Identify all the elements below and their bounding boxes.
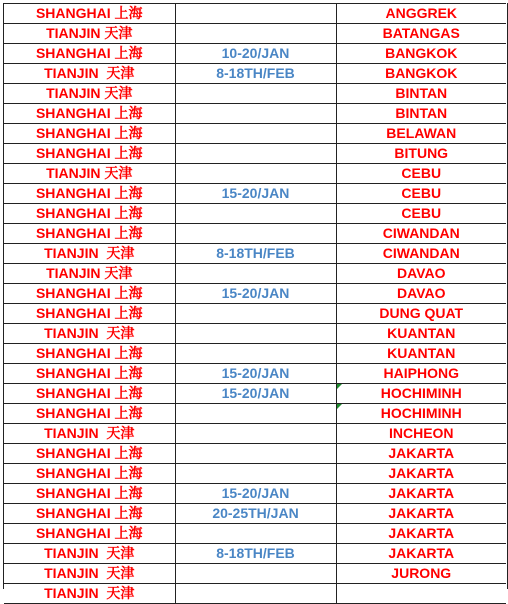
destination-cell[interactable] [336, 224, 506, 244]
destination-label: JAKARTA [388, 485, 455, 501]
destination-label: JAKARTA [388, 545, 455, 561]
destination-label: CEBU [401, 205, 442, 221]
destination-cell[interactable] [336, 124, 506, 144]
destination-cell[interactable] [336, 464, 506, 484]
origin-cell[interactable]: SHANGHAI 上海 [4, 4, 175, 24]
destination-label: BITUNG [394, 145, 449, 161]
origin-cell[interactable]: SHANGHAI 上海 [4, 364, 175, 384]
date-cell[interactable] [175, 584, 336, 604]
destination-cell[interactable] [336, 264, 506, 284]
origin-cell[interactable]: TIANJIN 天津 [4, 24, 175, 44]
destination-label: BANGKOK [385, 45, 458, 61]
destination-cell[interactable] [336, 104, 506, 124]
date-cell[interactable]: 8-18TH/FEB [175, 244, 336, 264]
origin-cell[interactable]: SHANGHAI 上海 [4, 104, 175, 124]
destination-cell[interactable] [336, 344, 506, 364]
date-cell[interactable] [175, 524, 336, 544]
destination-cell[interactable] [336, 44, 506, 64]
table-row [4, 464, 506, 484]
date-cell[interactable] [175, 144, 336, 164]
destination-cell[interactable] [336, 64, 506, 84]
destination-label: HOCHIMINH [380, 385, 462, 401]
origin-cell[interactable]: SHANGHAI 上海 [4, 404, 175, 424]
origin-cell[interactable]: SHANGHAI 上海 [4, 284, 175, 304]
destination-label: HOCHIMINH [380, 405, 462, 421]
date-cell[interactable] [175, 164, 336, 184]
date-cell[interactable]: 15-20/JAN [175, 384, 336, 404]
destination-cell[interactable] [336, 404, 506, 424]
table-row [4, 284, 506, 304]
table-row [4, 384, 506, 404]
date-cell[interactable] [175, 84, 336, 104]
destination-label: DAVAO [397, 265, 446, 281]
destination-cell[interactable] [336, 384, 506, 404]
destination-cell[interactable] [336, 484, 506, 504]
date-cell[interactable] [175, 404, 336, 424]
date-cell[interactable]: 15-20/JAN [175, 484, 336, 504]
destination-cell[interactable] [336, 544, 506, 564]
origin-cell[interactable]: SHANGHAI 上海 [4, 444, 175, 464]
origin-cell[interactable]: SHANGHAI 上海 [4, 44, 175, 64]
destination-cell[interactable] [336, 164, 506, 184]
origin-cell[interactable]: TIANJIN 天津 [4, 244, 175, 264]
table-row [4, 64, 506, 84]
table-row [4, 164, 506, 184]
date-cell[interactable] [175, 444, 336, 464]
destination-label: JAKARTA [388, 505, 455, 521]
date-cell[interactable]: 10-20/JAN [175, 44, 336, 64]
table-row [4, 364, 506, 384]
table-row [4, 4, 506, 24]
date-cell[interactable] [175, 4, 336, 24]
destination-label: BELAWAN [386, 125, 457, 141]
table-row [4, 184, 506, 204]
spreadsheet-grid [3, 3, 508, 601]
destination-label: CEBU [401, 165, 442, 181]
table-row [4, 104, 506, 124]
destination-cell[interactable] [336, 364, 506, 384]
destination-cell[interactable] [336, 24, 506, 44]
date-cell[interactable] [175, 104, 336, 124]
destination-label: DAVAO [397, 285, 446, 301]
destination-cell[interactable] [336, 204, 506, 224]
date-cell[interactable]: 15-20/JAN [175, 364, 336, 384]
date-cell[interactable] [175, 224, 336, 244]
table-row [4, 404, 506, 424]
destination-cell[interactable] [336, 324, 506, 344]
date-cell[interactable] [175, 464, 336, 484]
destination-label: CIWANDAN [382, 245, 460, 261]
origin-cell[interactable]: TIANJIN 天津 [4, 544, 175, 564]
table-row [4, 24, 506, 44]
table-row [4, 44, 506, 64]
date-cell[interactable] [175, 124, 336, 144]
destination-label: CEBU [401, 185, 442, 201]
origin-cell[interactable]: SHANGHAI 上海 [4, 144, 175, 164]
origin-cell[interactable]: TIANJIN 天津 [4, 584, 175, 604]
destination-cell[interactable] [336, 504, 506, 524]
origin-cell[interactable]: TIANJIN 天津 [4, 424, 175, 444]
table-row [4, 324, 506, 344]
origin-cell[interactable]: TIANJIN 天津 [4, 84, 175, 104]
origin-cell[interactable]: SHANGHAI 上海 [4, 524, 175, 544]
destination-cell[interactable] [336, 584, 506, 604]
origin-cell[interactable]: TIANJIN 天津 [4, 64, 175, 84]
origin-cell[interactable]: SHANGHAI 上海 [4, 124, 175, 144]
table-row [4, 244, 506, 264]
destination-cell[interactable] [336, 244, 506, 264]
date-cell[interactable] [175, 24, 336, 44]
destination-cell[interactable] [336, 304, 506, 324]
origin-cell[interactable]: TIANJIN 天津 [4, 564, 175, 584]
destination-label: BANGKOK [385, 65, 458, 81]
table-row [4, 584, 506, 604]
destination-label: BINTAN [395, 105, 448, 121]
origin-cell[interactable]: TIANJIN 天津 [4, 164, 175, 184]
table-row [4, 484, 506, 504]
table-row [4, 544, 506, 564]
table-row [4, 204, 506, 224]
date-cell[interactable] [175, 424, 336, 444]
destination-cell[interactable] [336, 184, 506, 204]
date-cell[interactable]: 15-20/JAN [175, 284, 336, 304]
destination-label: INCHEON [388, 425, 454, 441]
origin-cell[interactable]: SHANGHAI 上海 [4, 464, 175, 484]
comment-marker-icon[interactable] [337, 404, 342, 409]
table-row [4, 424, 506, 444]
destination-label: KUANTAN [387, 345, 456, 361]
comment-marker-icon[interactable] [337, 384, 342, 389]
origin-cell[interactable]: SHANGHAI 上海 [4, 504, 175, 524]
destination-label: JAKARTA [388, 525, 455, 541]
date-cell[interactable] [175, 204, 336, 224]
destination-cell[interactable] [336, 524, 506, 544]
destination-label: CIWANDAN [382, 225, 460, 241]
destination-label: JAKARTA [388, 465, 455, 481]
destination-label: JURONG [391, 565, 452, 581]
table-row [4, 524, 506, 544]
destination-label: JAKARTA [388, 445, 455, 461]
origin-cell[interactable]: SHANGHAI 上海 [4, 184, 175, 204]
table-row [4, 564, 506, 584]
origin-cell[interactable]: SHANGHAI 上海 [4, 304, 175, 324]
destination-cell[interactable] [336, 4, 506, 24]
destination-label: BATANGAS [382, 25, 460, 41]
origin-cell[interactable]: SHANGHAI 上海 [4, 384, 175, 404]
origin-cell[interactable]: SHANGHAI 上海 [4, 204, 175, 224]
origin-cell[interactable]: TIANJIN 天津 [4, 324, 175, 344]
destination-cell[interactable] [336, 564, 506, 584]
destination-cell[interactable] [336, 84, 506, 104]
table-body [4, 4, 506, 604]
destination-label: BINTAN [395, 85, 448, 101]
date-cell[interactable]: 8-18TH/FEB [175, 64, 336, 84]
destination-cell[interactable] [336, 424, 506, 444]
destination-label: DUNG QUAT [379, 305, 464, 321]
origin-cell[interactable]: SHANGHAI 上海 [4, 484, 175, 504]
table-row [4, 84, 506, 104]
table-row [4, 224, 506, 244]
table-row [4, 304, 506, 324]
table-row [4, 124, 506, 144]
date-cell[interactable]: 15-20/JAN [175, 184, 336, 204]
destination-label: ANGGREK [385, 5, 458, 21]
table-row [4, 504, 506, 524]
destination-cell[interactable] [336, 444, 506, 464]
date-cell[interactable] [175, 564, 336, 584]
destination-label: HAIPHONG [383, 365, 459, 381]
date-cell[interactable] [175, 344, 336, 364]
table-row [4, 444, 506, 464]
date-cell[interactable] [175, 304, 336, 324]
date-cell[interactable]: 8-18TH/FEB [175, 544, 336, 564]
destination-cell[interactable] [336, 284, 506, 304]
date-cell[interactable] [175, 324, 336, 344]
destination-label: KUANTAN [387, 325, 456, 341]
shipping-schedule-table [4, 3, 506, 604]
table-row [4, 344, 506, 364]
table-row [4, 264, 506, 284]
date-cell[interactable] [175, 264, 336, 284]
table-row [4, 144, 506, 164]
destination-cell[interactable] [336, 144, 506, 164]
origin-cell[interactable]: SHANGHAI 上海 [4, 344, 175, 364]
origin-cell[interactable]: TIANJIN 天津 [4, 264, 175, 284]
origin-cell[interactable]: SHANGHAI 上海 [4, 224, 175, 244]
date-cell[interactable]: 20-25TH/JAN [175, 504, 336, 524]
